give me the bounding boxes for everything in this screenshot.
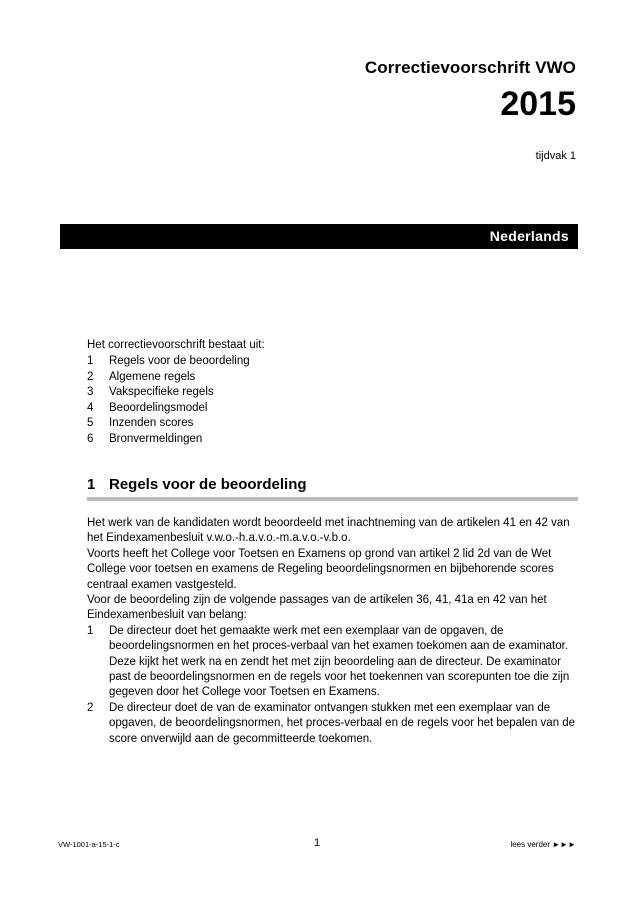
page-number: 1 [314, 837, 321, 849]
subject-label: Nederlands [489, 228, 569, 244]
section-heading [87, 476, 307, 493]
subject-banner [60, 224, 578, 249]
footer-document-code: VW-1001-a-15-1-c [58, 840, 120, 849]
section-number: 1 [87, 476, 96, 493]
section-title: Regels voor de beoordeling [109, 476, 307, 493]
toc-item: 6 Bronvermeldingen [87, 432, 203, 445]
body-paragraph: Voorts heeft het College voor Toetsen en Examens op grond van artikel 2 lid 2d van de Wet College voor toetsen en examens de Regeling beoordelingsnormen en bijbehorende scores centraal examen vastgesteld. [87, 547, 554, 591]
toc-item: 4 Beoordelingsmodel [87, 401, 208, 414]
exam-period: tijdvak 1 [535, 150, 576, 162]
section-divider [87, 497, 578, 501]
rule-item: 1 De directeur doet het gemaakte werk met een exemplaar van de opgaven, de beoordelingsnormen en het proces-verbaal van het examen toekomen aan de examinator. Deze kijkt het werk na en zendt het met zijn beoordeling aan de directeur. De examinator past de beoordelingsnormen en de regels voor het toekennen van scorepunten toe die zijn gegeven door het College voor Toetsen en Examens. [87, 624, 570, 699]
document-year: 2015 [500, 85, 576, 123]
document-title: Correctievoorschrift VWO [364, 58, 576, 77]
toc-intro: Het correctievoorschrift bestaat uit: [87, 339, 265, 351]
body-paragraph: Voor de beoordeling zijn de volgende passages van de artikelen 36, 41, 41a en 42 van het Eindexamenbesluit van belang: [87, 594, 547, 622]
toc-item: 2 Algemene regels [87, 370, 196, 383]
continue-indicator: lees verder ►►► [510, 840, 576, 849]
toc-item: 1 Regels voor de beoordeling [87, 355, 250, 367]
toc-item: 3 Vakspecifieke regels [87, 386, 214, 398]
body-paragraph: Het werk van de kandidaten wordt beoordeeld met inachtneming van de artikelen 41 en 42 van het Eindexamenbesluit v.w.o.-h.a.v.o.-m.a.v.o.-v.b.o. [87, 517, 570, 545]
section-body [87, 516, 579, 747]
toc-item: 5 Inzenden scores [87, 417, 194, 429]
toc-list [87, 354, 250, 447]
rule-item: 2 De directeur doet de van de examinator ontvangen stukken met een exemplaar van de opgaven, de beoordelingsnormen, het proces-verbaal en de regels voor het bepalen van de score onverwijld aan de gecommitteerde toekomen. [87, 701, 576, 745]
